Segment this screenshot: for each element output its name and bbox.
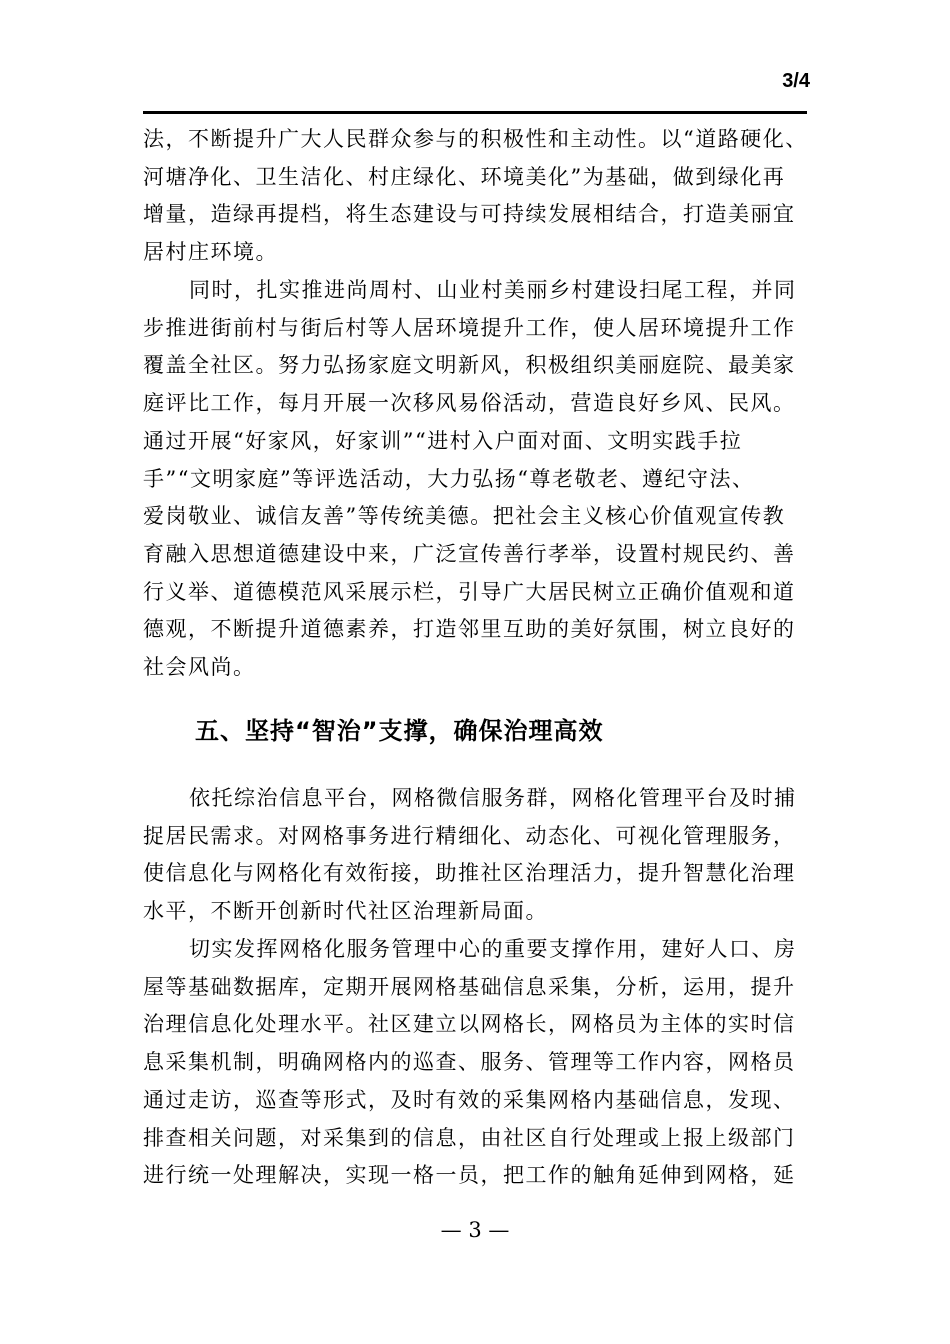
text-line: 进行统一处理解决，实现一格一员，把工作的触角延伸到网格，延 [143, 1163, 796, 1188]
text-line: 切实发挥网格化服务管理中心的重要支撑作用，建好人口、房 [189, 937, 797, 961]
page-indicator: 3/4 [782, 70, 810, 92]
paragraph-civilization [143, 272, 807, 687]
text-line: 法，不断提升广大人民群众参与的积极性和主动性。以“道路硬化、 [143, 127, 808, 151]
section-heading: 五、坚持“智治”支撑，确保治理高效 [195, 717, 604, 745]
text-line: 屋等基础数据库，定期开展网格基础信息采集，分析，运用，提升 [143, 974, 796, 999]
text-line: 增量，造绿再提档，将生态建设与可持续发展相结合，打造美丽宜 [143, 202, 796, 227]
text-line: 德观，不断提升道德素养，打造邻里互助的美好氛围，树立良好的 [143, 617, 796, 642]
paragraph-grid-management [143, 931, 807, 1195]
text-line: 息采集机制，明确网格内的巡查、服务、管理等工作内容，网格员 [143, 1050, 796, 1075]
text-line: 河塘净化、卫生洁化、村庄绿化、环境美化”为基础，做到绿化再 [143, 164, 786, 189]
text-line: 居村庄环境。 [143, 240, 278, 265]
header-rule [143, 111, 807, 114]
text-line: 手”“文明家庭”等评选活动，大力弘扬“尊老敬老、遵纪守法、 [143, 466, 755, 491]
text-line: 通过开展“好家风，好家训”“进村入户面对面、文明实践手拉 [143, 428, 743, 453]
text-line: 爱岗敬业、诚信友善”等传统美德。把社会主义核心价值观宣传教 [143, 504, 786, 529]
text-line: 排查相关问题，对采集到的信息，由社区自行处理或上报上级部门 [143, 1125, 796, 1150]
text-line: 育融入思想道德建设中来，广泛宣传善行孝举，设置村规民约、善 [143, 541, 796, 566]
text-line: 通过走访，巡查等形式，及时有效的采集网格内基础信息，发现、 [143, 1087, 796, 1112]
text-line: 庭评比工作，每月开展一次移风易俗活动，营造良好乡风、民风。 [143, 391, 796, 416]
text-line: 覆盖全社区。努力弘扬家庭文明新风，积极组织美丽庭院、最美家 [143, 353, 796, 378]
text-line: 治理信息化处理水平。社区建立以网格长，网格员为主体的实时信 [143, 1012, 796, 1037]
text-line: 行义举、道德模范风采展示栏，引导广大居民树立正确价值观和道 [143, 579, 796, 604]
text-line: 捉居民需求。对网格事务进行精细化、动态化、可视化管理服务， [143, 823, 796, 848]
text-line: 依托综治信息平台，网格微信服务群，网格化管理平台及时捕 [189, 786, 797, 810]
text-line: 社会风尚。 [143, 655, 256, 680]
text-line: 水平，不断开创新时代社区治理新局面。 [143, 899, 548, 924]
text-line: 步推进街前村与街后村等人居环境提升工作，使人居环境提升工作 [143, 315, 796, 340]
text-line: 同时，扎实推进尚周村、山业村美丽乡村建设扫尾工程，并同 [189, 278, 797, 302]
footer-page-number: — 3 — [440, 1218, 510, 1242]
paragraph-platform [143, 780, 807, 931]
text-line: 使信息化与网格化有效衔接，助推社区治理活力，提升智慧化治理 [143, 861, 796, 886]
paragraph-continuation [143, 121, 807, 272]
